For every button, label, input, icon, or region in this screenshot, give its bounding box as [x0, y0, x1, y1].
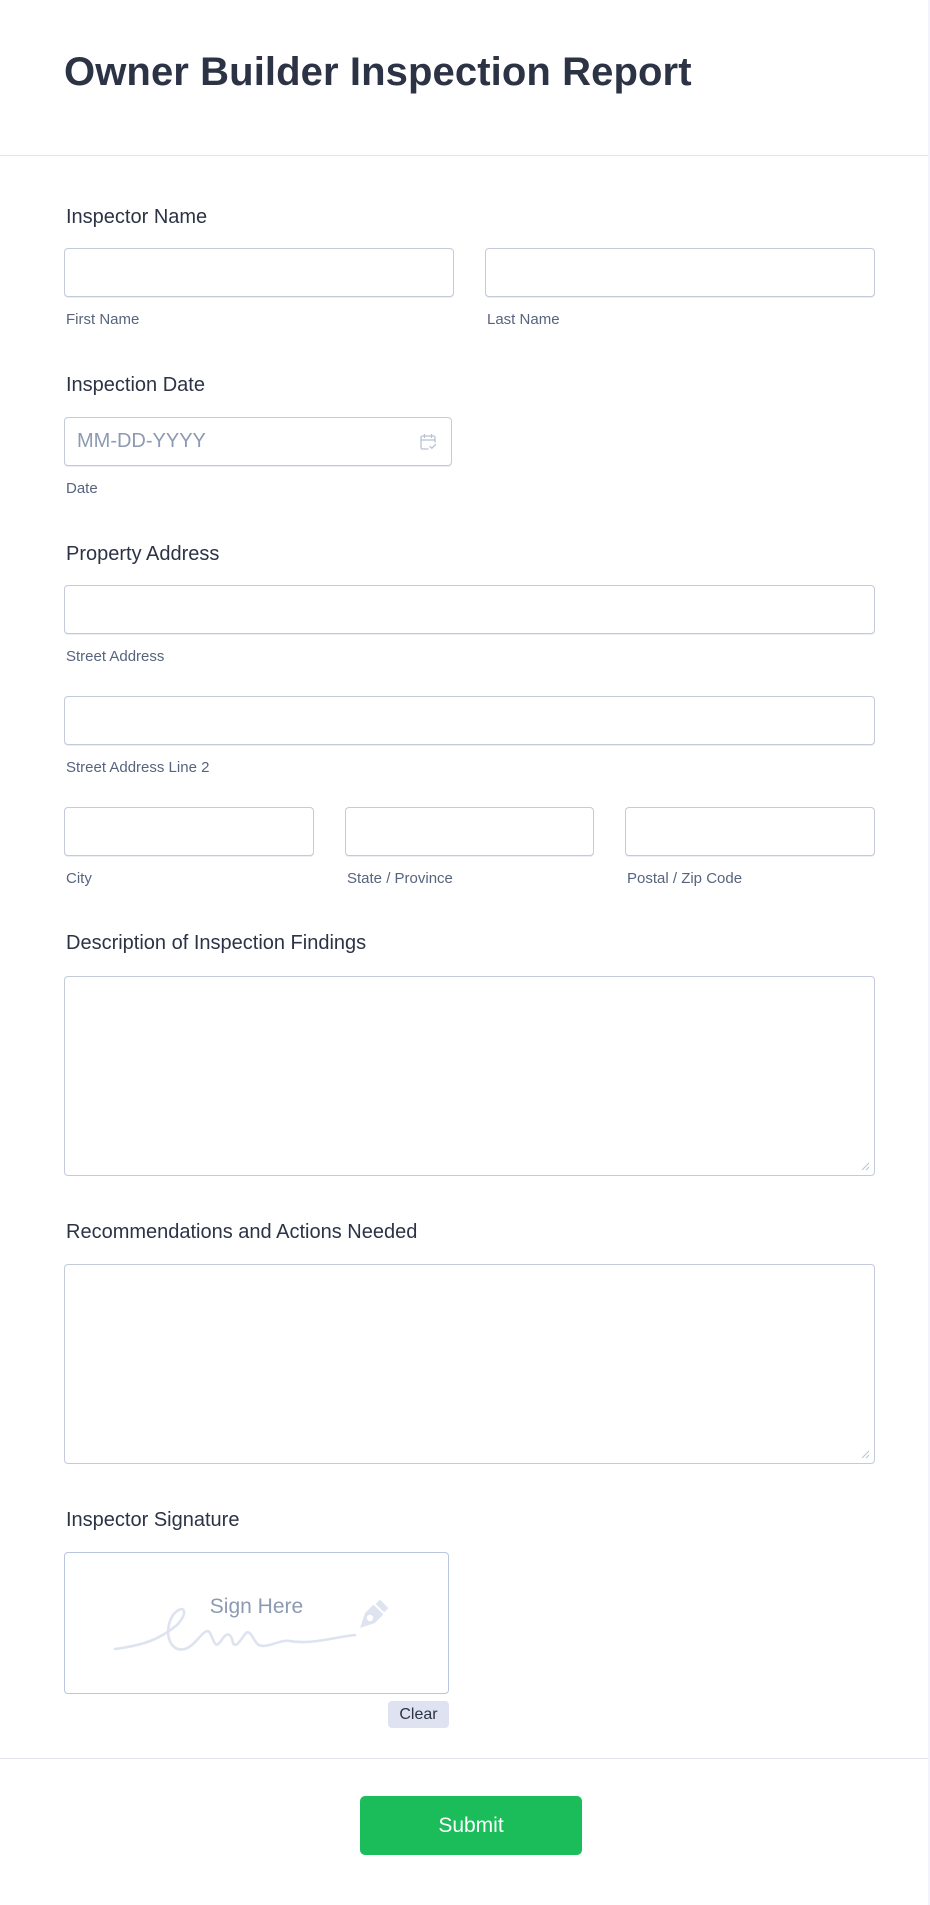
street-address-sublabel: Street Address — [66, 648, 165, 665]
signature-pad[interactable] — [64, 1552, 449, 1694]
inspector-name-label: Inspector Name — [66, 206, 208, 228]
signature-label: Inspector Signature — [66, 1509, 240, 1531]
footer-divider — [0, 1758, 928, 1759]
last-name-input[interactable] — [486, 249, 874, 296]
zip-sublabel: Postal / Zip Code — [627, 870, 743, 887]
recommendations-label: Recommendations and Actions Needed — [66, 1221, 418, 1243]
street-address-line2-field[interactable] — [64, 696, 875, 745]
first-name-field[interactable] — [64, 248, 454, 297]
calendar-icon[interactable] — [419, 433, 437, 451]
state-input[interactable] — [346, 808, 593, 855]
property-address-label: Property Address — [66, 543, 220, 565]
state-field[interactable] — [345, 807, 594, 856]
street-address-line2-input[interactable] — [65, 697, 874, 744]
street-address-input[interactable] — [65, 586, 874, 633]
street-address-line2-sublabel: Street Address Line 2 — [66, 759, 210, 776]
last-name-sublabel: Last Name — [487, 311, 560, 328]
zip-input[interactable] — [626, 808, 874, 855]
findings-field[interactable] — [64, 976, 875, 1176]
header-divider — [0, 155, 928, 156]
city-input[interactable] — [65, 808, 313, 855]
first-name-sublabel: First Name — [66, 311, 140, 328]
signature-scribble-icon — [65, 1553, 450, 1695]
sign-here-placeholder: Sign Here — [209, 1595, 304, 1618]
recommendations-textarea[interactable] — [65, 1265, 874, 1463]
inspection-date-field[interactable] — [64, 417, 452, 466]
street-address-field[interactable] — [64, 585, 875, 634]
clear-signature-button[interactable]: Clear — [388, 1701, 449, 1728]
last-name-field[interactable] — [485, 248, 875, 297]
submit-button[interactable]: Submit — [360, 1796, 582, 1855]
recommendations-field[interactable] — [64, 1264, 875, 1464]
state-sublabel: State / Province — [347, 870, 453, 887]
findings-label: Description of Inspection Findings — [66, 932, 367, 954]
city-field[interactable] — [64, 807, 314, 856]
first-name-input[interactable] — [65, 249, 453, 296]
form-title: Owner Builder Inspection Report — [64, 50, 692, 94]
date-sublabel: Date — [66, 480, 98, 497]
findings-textarea[interactable] — [65, 977, 874, 1175]
inspection-date-input[interactable] — [65, 418, 451, 465]
resize-grip-icon[interactable] — [860, 1161, 870, 1171]
zip-field[interactable] — [625, 807, 875, 856]
inspection-date-label: Inspection Date — [66, 374, 205, 396]
pen-nib-icon — [352, 1598, 388, 1638]
city-sublabel: City — [66, 870, 92, 887]
resize-grip-icon[interactable] — [860, 1449, 870, 1459]
